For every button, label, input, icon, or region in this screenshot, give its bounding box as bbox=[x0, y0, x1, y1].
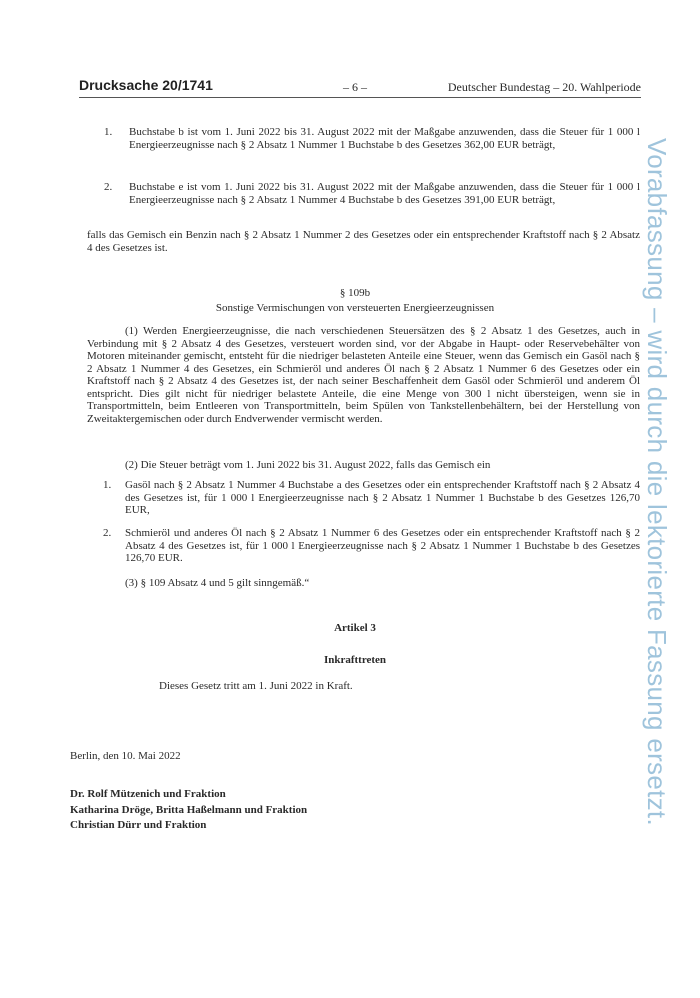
section-number: § 109b bbox=[339, 287, 371, 299]
list-item-number: 1. bbox=[103, 479, 112, 491]
list-item-number: 1. bbox=[104, 126, 113, 138]
article-title: Inkrafttreten bbox=[323, 654, 387, 666]
parliament-period: Deutscher Bundestag – 20. Wahlperiode bbox=[447, 80, 641, 94]
list-item-text: Buchstabe e ist vom 1. Juni 2022 bis 31. August 2022 mit der Maßgabe anzuwenden, dass die Steuer für 1 000 l Energieerzeugnisse nach § 2 Absatz 1 Nummer 4 Buchstabe b des Gesetzes 391,00 EUR beträgt, bbox=[129, 181, 640, 206]
paragraph-2: (2) Die Steuer beträgt vom 1. Juni 2022 bis 31. August 2022, falls das Gemisch ein bbox=[125, 459, 491, 471]
preliminary-version-watermark: Vorabfassung – wird durch die lektorierte Fassung ersetzt. bbox=[642, 138, 672, 826]
list-item-number: 2. bbox=[104, 181, 113, 193]
signature-line: Katharina Dröge, Britta Haßelmann und Fraktion bbox=[70, 804, 308, 816]
article-text: Dieses Gesetz tritt am 1. Juni 2022 in Kraft. bbox=[159, 680, 353, 692]
list-item-text: Buchstabe b ist vom 1. Juni 2022 bis 31. August 2022 mit der Maßgabe anzuwenden, dass die Steuer für 1 000 l Energieerzeugnisse nach § 2 Absatz 1 Nummer 1 Buchstabe b des Gesetzes 362,00 EUR beträgt, bbox=[129, 126, 640, 151]
list-item-text: Schmieröl und anderes Öl nach § 2 Absatz 1 Nummer 6 des Gesetzes oder ein entsprechender Kraftstoff nach § 2 Absatz 4 des Gesetzes ist, für 1 000 l Energieerzeugnisse nach § 2 Absatz 1 Nummer 1 Buchstabe b des Gesetzes 126,70 EUR. bbox=[125, 527, 640, 564]
signature-line: Dr. Rolf Mützenich und Fraktion bbox=[70, 788, 226, 800]
section-title: Sonstige Vermischungen von versteuerten Energieerzeugnissen bbox=[215, 302, 495, 314]
signature-line: Christian Dürr und Fraktion bbox=[70, 819, 207, 831]
condition-paragraph: falls das Gemisch ein Benzin nach § 2 Absatz 1 Nummer 2 des Gesetzes oder ein entsprechender Kraftstoff nach § 2 Absatz 4 des Gesetzes ist. bbox=[87, 229, 640, 254]
paragraph-1: (1) Werden Energieerzeugnisse, die nach verschiedenen Steuersätzen des § 2 Absatz 1 des Gesetzes, auch in Verbindung mit § 2 Absatz 4 des Gesetzes, versteuert worden sind, vor der Abgabe in Haupt- oder Reservebehälter von Motoren miteinander gemischt, entsteht für die niedriger belasteten Anteile eine Steuer, wenn das Gemisch ein Gasöl nach § 2 Absatz 1 Nummer 4 des Gesetzes, ein Schmieröl und anderes Öl nach § 2 Absatz 1 Nummer 6 des Gesetzes oder ein Kraftstoff nach § 2 Absatz 4 des Gesetzes ist, der nach seiner Beschaffenheit dem Gasöl oder Schmieröl und anderem Öl entspricht. Dies gilt nicht für niedriger belastete Anteile, die eine Menge von 300 l nicht übersteigen, wenn sie in Transportmitteln, beim Entleeren von Transportmitteln, beim Spülen von Tankstellenbehältern, bei der Herstellung von Zweitaktergemischen oder durch Endverwender vermischt werden. bbox=[87, 325, 640, 425]
page-header bbox=[79, 79, 641, 98]
list-item-number: 2. bbox=[103, 527, 112, 539]
page-number: – 6 – bbox=[343, 80, 367, 94]
article-number: Artikel 3 bbox=[334, 622, 376, 634]
document-number: Drucksache 20/1741 bbox=[79, 77, 213, 93]
list-item-text: Gasöl nach § 2 Absatz 1 Nummer 4 Buchstabe a des Gesetzes oder ein entsprechender Kraftstoff nach § 2 Absatz 4 des Gesetzes ist, für 1 000 l Energieerzeugnisse nach § 2 Absatz 1 Nummer 1 Buchstabe b des Gesetzes 126,70 EUR, bbox=[125, 479, 640, 516]
place-date: Berlin, den 10. Mai 2022 bbox=[70, 750, 181, 762]
paragraph-3: (3) § 109 Absatz 4 und 5 gilt sinngemäß.“ bbox=[125, 577, 310, 589]
